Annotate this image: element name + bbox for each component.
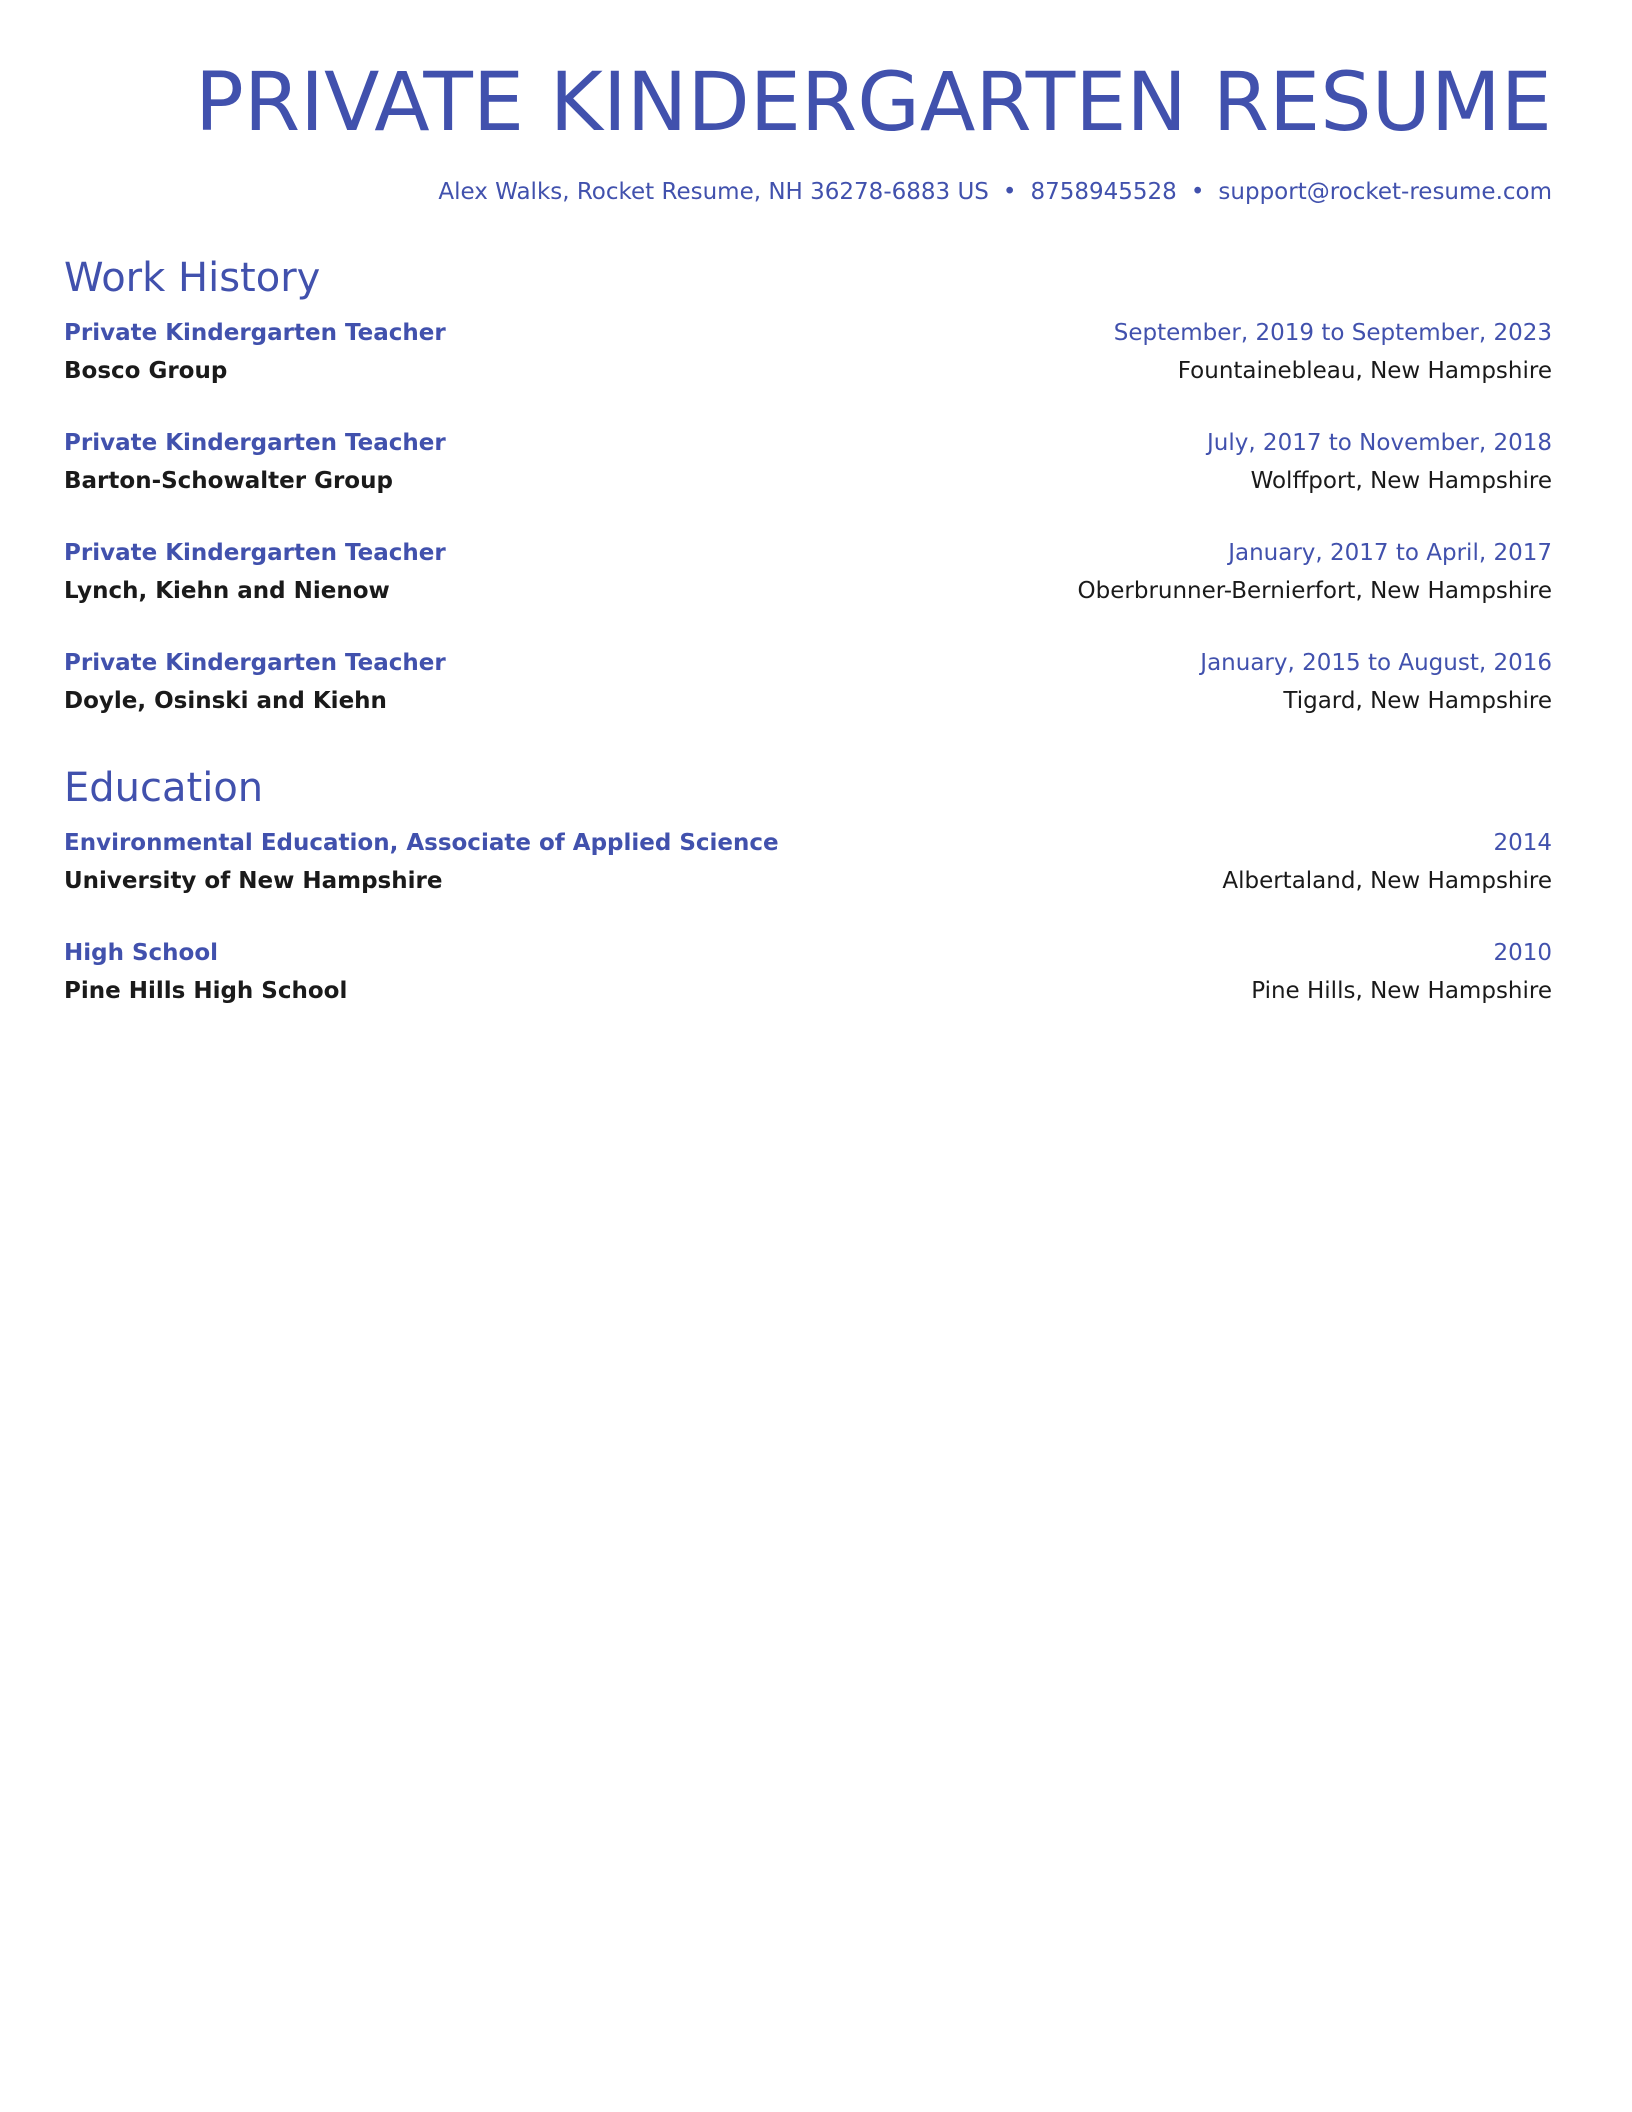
contact-phone: 8758945528 xyxy=(1030,179,1177,205)
job-title: Private Kindergarten Teacher xyxy=(64,540,446,566)
job-location: Oberbrunner-Bernierfort, New Hampshire xyxy=(1077,578,1552,604)
work-entry-details xyxy=(64,578,1552,616)
graduation-year: 2010 xyxy=(1493,940,1552,966)
work-entry xyxy=(64,650,1552,726)
job-title: Private Kindergarten Teacher xyxy=(64,430,446,456)
education-entry xyxy=(64,940,1552,1016)
employer-name: Lynch, Kiehn and Nienow xyxy=(64,578,390,604)
work-entry-header xyxy=(64,650,1552,688)
education-entry-details xyxy=(64,868,1552,906)
school-name: University of New Hampshire xyxy=(64,868,443,894)
contact-line xyxy=(64,176,1552,208)
education-entry xyxy=(64,830,1552,906)
contact-separator: • xyxy=(1002,179,1017,205)
education-heading: Education xyxy=(64,765,264,811)
education-entry-header xyxy=(64,830,1552,868)
work-entry-details xyxy=(64,358,1552,396)
education-entry-details xyxy=(64,978,1552,1016)
work-entry-header xyxy=(64,430,1552,468)
job-title: Private Kindergarten Teacher xyxy=(64,320,446,346)
job-location: Fountainebleau, New Hampshire xyxy=(1177,358,1552,384)
degree-title: Environmental Education, Associate of Applied Science xyxy=(64,830,779,856)
job-dates: January, 2015 to August, 2016 xyxy=(1200,650,1552,676)
contact-email[interactable]: support@rocket-resume.com xyxy=(1218,179,1552,205)
employer-name: Bosco Group xyxy=(64,358,228,384)
resume-page xyxy=(64,0,1552,1016)
work-entry-details xyxy=(64,468,1552,506)
work-entry xyxy=(64,430,1552,506)
job-dates: July, 2017 to November, 2018 xyxy=(1206,430,1552,456)
employer-name: Barton-Schowalter Group xyxy=(64,468,393,494)
contact-separator: • xyxy=(1190,179,1205,205)
job-dates: January, 2017 to April, 2017 xyxy=(1228,540,1552,566)
work-entry xyxy=(64,320,1552,396)
work-entry-header xyxy=(64,320,1552,358)
job-title: Private Kindergarten Teacher xyxy=(64,650,446,676)
job-location: Wolffport, New Hampshire xyxy=(1250,468,1552,494)
school-location: Pine Hills, New Hampshire xyxy=(1251,978,1552,1004)
degree-title: High School xyxy=(64,940,219,966)
job-dates: September, 2019 to September, 2023 xyxy=(1113,320,1552,346)
work-history-heading: Work History xyxy=(64,255,321,301)
work-entry xyxy=(64,540,1552,616)
contact-address: Alex Walks, Rocket Resume, NH 36278-6883 US xyxy=(438,179,989,205)
graduation-year: 2014 xyxy=(1493,830,1552,856)
school-name: Pine Hills High School xyxy=(64,978,348,1004)
job-location: Tigard, New Hampshire xyxy=(1283,688,1552,714)
school-location: Albertaland, New Hampshire xyxy=(1222,868,1552,894)
education-entry-header xyxy=(64,940,1552,978)
resume-title: PRIVATE KINDERGARTEN RESUME xyxy=(195,56,1552,150)
work-entry-details xyxy=(64,688,1552,726)
work-entry-header xyxy=(64,540,1552,578)
employer-name: Doyle, Osinski and Kiehn xyxy=(64,688,387,714)
